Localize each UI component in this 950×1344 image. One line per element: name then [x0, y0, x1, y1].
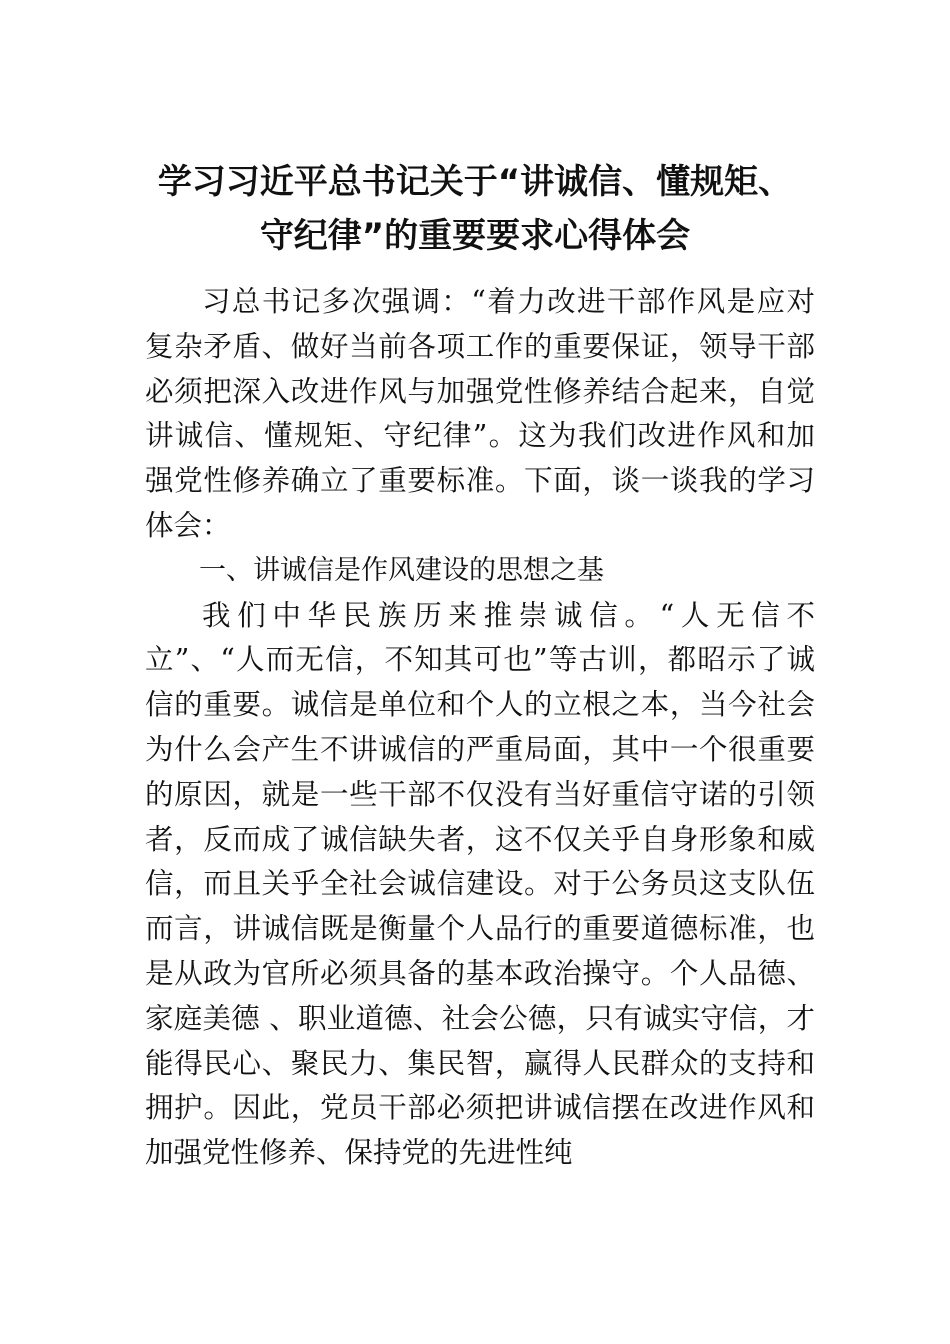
document-title	[120, 155, 830, 263]
title-line-2: 守纪律”的重要要求心得体会	[259, 215, 691, 256]
document-body	[145, 280, 815, 1176]
body-paragraph: 我们中华民族历来推崇诚信。“人无信不立”、“人而无信，不知其可也”等古训，都昭示了诚信的重要。诚信是单位和个人的立根之本，当今社会为什么会产生不讲诚信的严重局面，其中一个很重要的原因，就是一些干部不仅没有当好重信守诺的引领者，反而成了诚信缺失者，这不仅关乎自身形象和威信，而且关乎全社会诚信建设。对于公务员这支队伍而言，讲诚信既是衡量个人品行的重要道德标准，也是从政为官所必须具备的基本政治操守。个人品德、家庭美德 、职业道德、社会公德，只有诚实守信，才能得民心、聚民力、集民智，赢得人民群众的支持和拥护。因此，党员干部必须把讲诚信摆在改进作风和加强党性修养、保持党的先进性纯	[145, 598, 815, 1170]
title-line-1: 学习习近平总书记关于“讲诚信、懂规矩、	[157, 161, 793, 202]
intro-paragraph: 习总书记多次强调：“着力改进干部作风是应对复杂矛盾、做好当前各项工作的重要保证，领导干部必须把深入改进作风与加强党性修养结合起来，自觉讲诚信、懂规矩、守纪律”。这为我们改进作风和加强党性修养确立了重要标准。下面，谈一谈我的学习体会：	[145, 285, 815, 542]
section-heading: 一、讲诚信是作风建设的思想之基	[199, 554, 604, 586]
